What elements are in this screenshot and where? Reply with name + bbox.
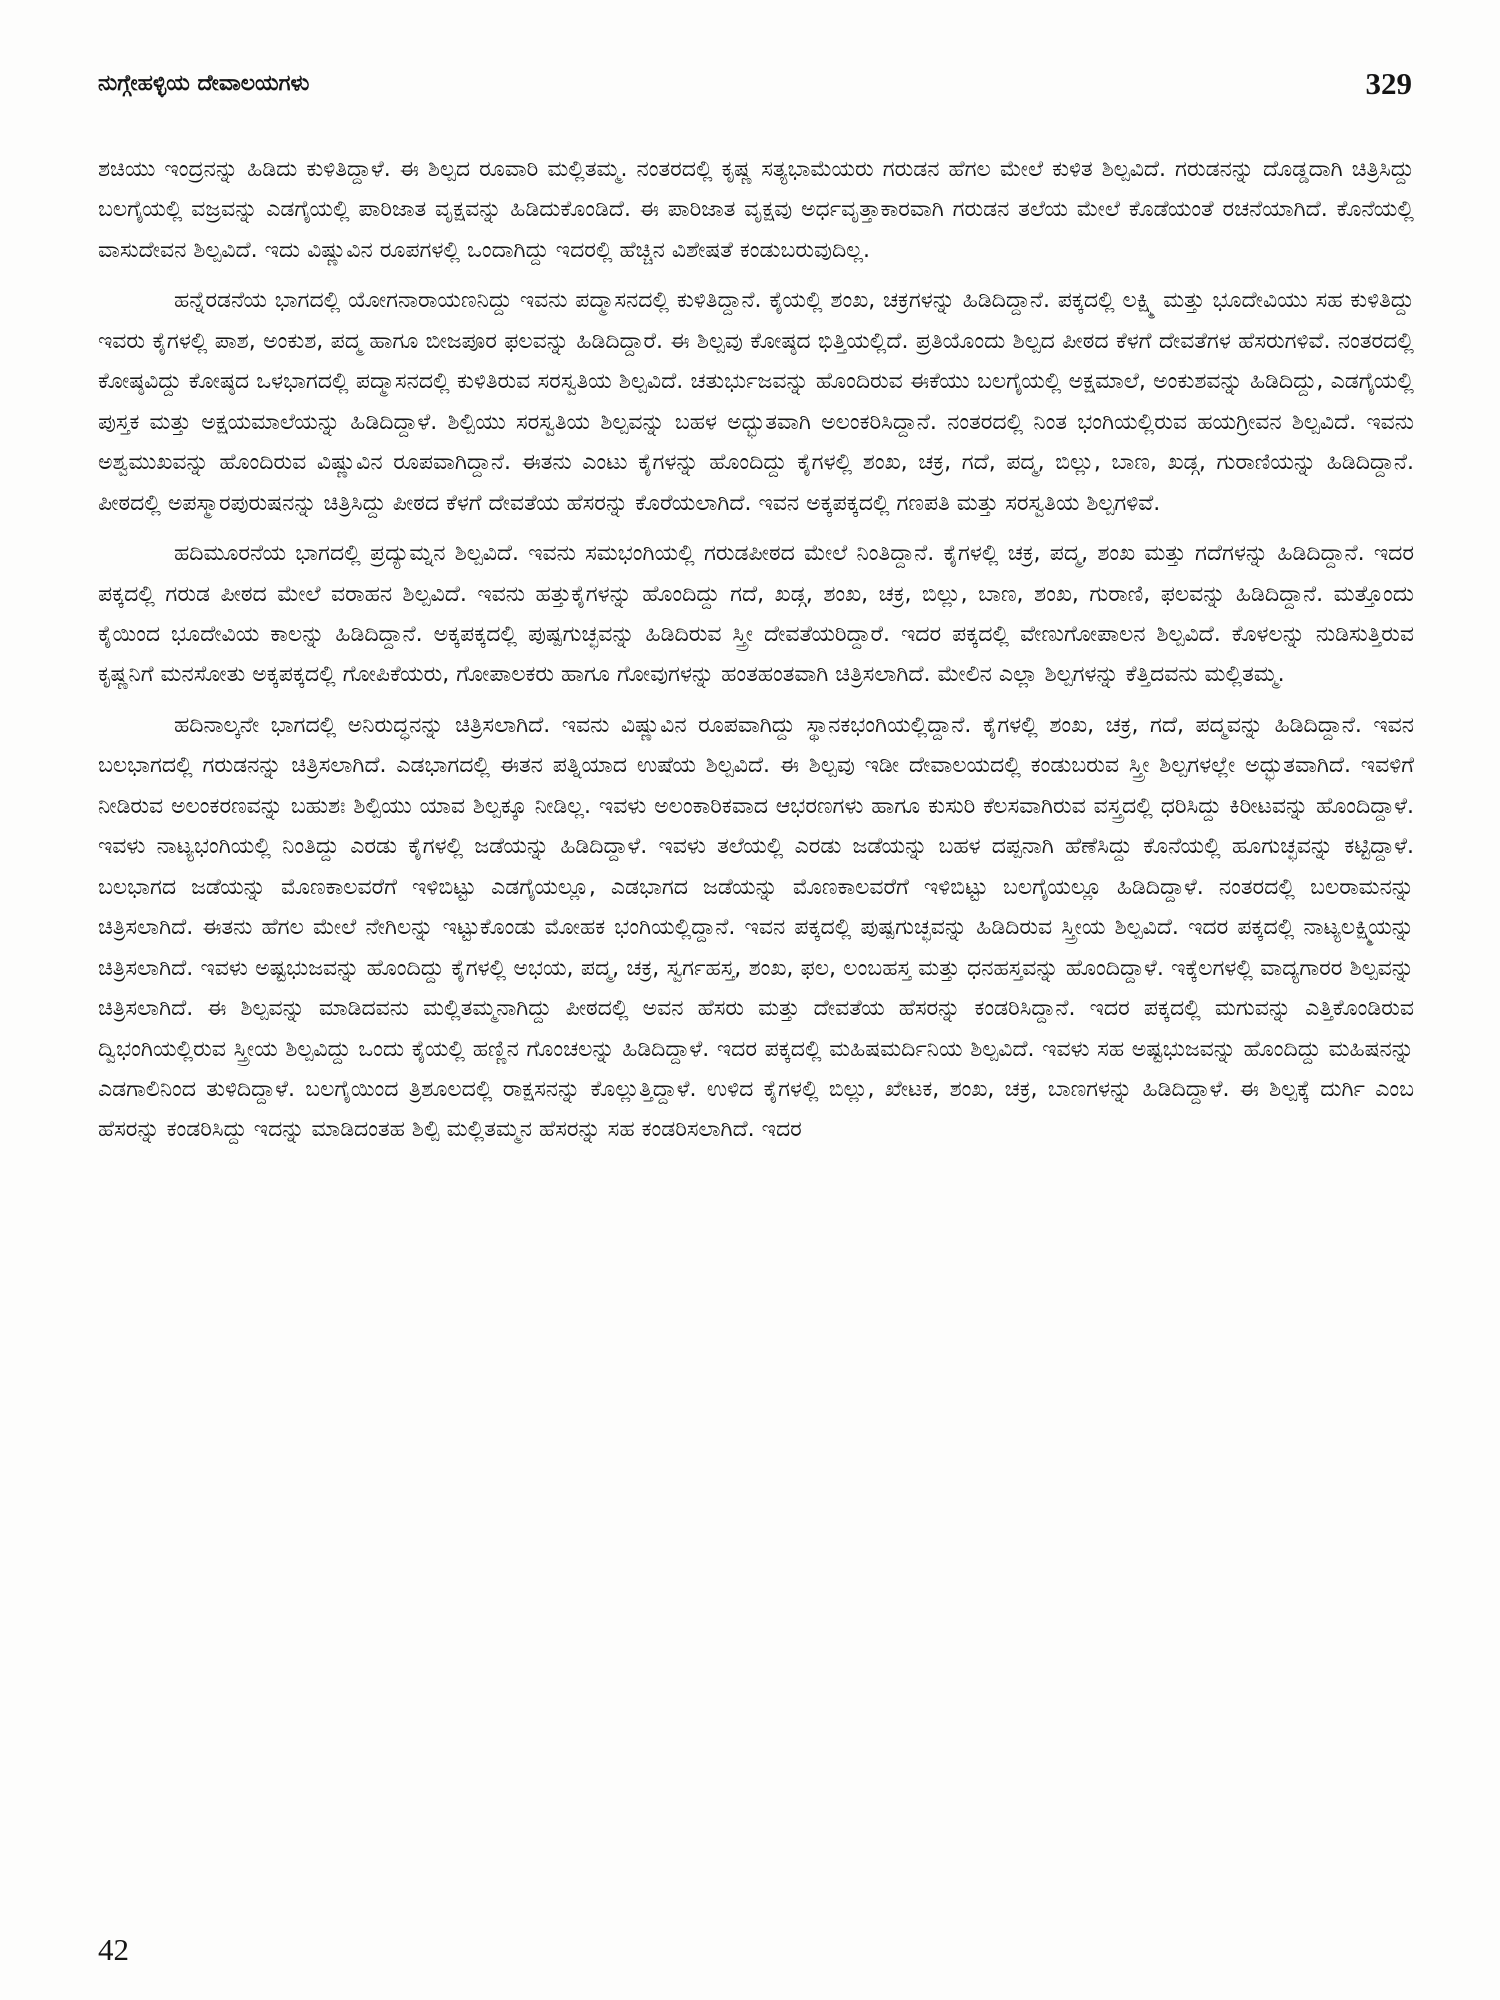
- paragraph-1: ಶಚಿಯು ಇಂದ್ರನನ್ನು ಹಿಡಿದು ಕುಳಿತಿದ್ದಾಳೆ. ಈ ಶಿಲ್ಪದ ರೂವಾರಿ ಮಲ್ಲಿತಮ್ಮ. ನಂತರದಲ್ಲಿ ಕೃಷ್ಣ ಸತ್ಯಭಾಮೆಯರು ಗರುಡನ ಹೆಗಲ ಮೇಲೆ ಕುಳಿತ ಶಿಲ್ಪವಿದೆ. ಗರುಡನನ್ನು ದೊಡ್ಡದಾಗಿ ಚಿತ್ರಿಸಿದ್ದು ಬಲಗೈಯಲ್ಲಿ ವಜ್ರವನ್ನು ಎಡಗೈಯಲ್ಲಿ ಪಾರಿಜಾತ ವೃಕ್ಷವನ್ನು ಹಿಡಿದುಕೊಂಡಿದೆ. ಈ ಪಾರಿಜಾತ ವೃಕ್ಷವು ಅರ್ಧವೃತ್ತಾಕಾರವಾಗಿ ಗರುಡನ ತಲೆಯ ಮೇಲೆ ಕೊಡೆಯಂತೆ ರಚನೆಯಾಗಿದೆ. ಕೊನೆಯಲ್ಲಿ ವಾಸುದೇವನ ಶಿಲ್ಪವಿದೆ. ಇದು ವಿಷ್ಣುವಿನ ರೂಪಗಳಲ್ಲಿ ಒಂದಾಗಿದ್ದು ಇದರಲ್ಲಿ ಹೆಚ್ಚಿನ ವಿಶೇಷತೆ ಕಂಡುಬರುವುದಿಲ್ಲ.: [98, 157, 1414, 263]
- paragraph-2: ಹನ್ನೆರಡನೆಯ ಭಾಗದಲ್ಲಿ ಯೋಗನಾರಾಯಣನಿದ್ದು ಇವನು ಪದ್ಮಾಸನದಲ್ಲಿ ಕುಳಿತಿದ್ದಾನೆ. ಕೈಯಲ್ಲಿ ಶಂಖ, ಚಕ್ರಗಳನ್ನು ಹಿಡಿದಿದ್ದಾನೆ. ಪಕ್ಕದಲ್ಲಿ ಲಕ್ಷ್ಮಿ ಮತ್ತು ಭೂದೇವಿಯು ಸಹ ಕುಳಿತಿದ್ದು ಇವರು ಕೈಗಳಲ್ಲಿ ಪಾಶ, ಅಂಕುಶ, ಪದ್ಮ ಹಾಗೂ ಬೀಜಪೂರ ಫಲವನ್ನು ಹಿಡಿದಿದ್ದಾರೆ. ಈ ಶಿಲ್ಪವು ಕೋಷ್ಠದ ಭಿತ್ತಿಯಲ್ಲಿದೆ. ಪ್ರತಿಯೊಂದು ಶಿಲ್ಪದ ಪೀಠದ ಕೆಳಗೆ ದೇವತೆಗಳ ಹೆಸರುಗಳಿವೆ. ನಂತರದಲ್ಲಿ ಕೋಷ್ಠವಿದ್ದು ಕೋಷ್ಠದ ಒಳಭಾಗದಲ್ಲಿ ಪದ್ಮಾಸನದಲ್ಲಿ ಕುಳಿತಿರುವ ಸರಸ್ವತಿಯ ಶಿಲ್ಪವಿದೆ. ಚತುರ್ಭುಜವನ್ನು ಹೊಂದಿರುವ ಈಕೆಯು ಬಲಗೈಯಲ್ಲಿ ಅಕ್ಷಮಾಲೆ, ಅಂಕುಶವನ್ನು ಹಿಡಿದಿದ್ದು, ಎಡಗೈಯಲ್ಲಿ ಪುಸ್ತಕ ಮತ್ತು ಅಕ್ಷಯಮಾಲೆಯನ್ನು ಹಿಡಿದಿದ್ದಾಳೆ. ಶಿಲ್ಪಿಯು ಸರಸ್ವತಿಯ ಶಿಲ್ಪವನ್ನು ಬಹಳ ಅದ್ಭುತವಾಗಿ ಅಲಂಕರಿಸಿದ್ದಾನೆ. ನಂತರದಲ್ಲಿ ನಿಂತ ಭಂಗಿಯಲ್ಲಿರುವ ಹಯಗ್ರೀವನ ಶಿಲ್ಪವಿದೆ. ಇವನು ಅಶ್ವಮುಖವನ್ನು ಹೊಂದಿರುವ ವಿಷ್ಣುವಿನ ರೂಪವಾಗಿದ್ದಾನೆ. ಈತನು ಎಂಟು ಕೈಗಳನ್ನು ಹೊಂದಿದ್ದು ಕೈಗಳಲ್ಲಿ ಶಂಖ, ಚಕ್ರ, ಗದೆ, ಪದ್ಮ, ಬಿಲ್ಲು, ಬಾಣ, ಖಡ್ಗ, ಗುರಾಣಿಯನ್ನು ಹಿಡಿದಿದ್ದಾನೆ. ಪೀಠದಲ್ಲಿ ಅಪಸ್ಮಾರಪುರುಷನನ್ನು ಚಿತ್ರಿಸಿದ್ದು ಪೀಠದ ಕೆಳಗೆ ದೇವತೆಯ ಹೆಸರನ್ನು ಕೊರೆಯಲಾಗಿದೆ. ಇವನ ಅಕ್ಕಪಕ್ಕದಲ್ಲಿ ಗಣಪತಿ ಮತ್ತು ಸರಸ್ವತಿಯ ಶಿಲ್ಪಗಳಿವೆ.: [98, 288, 1414, 516]
- body-text: [98, 150, 1414, 1161]
- page-header: [98, 68, 1412, 108]
- paragraph-3: ಹದಿಮೂರನೆಯ ಭಾಗದಲ್ಲಿ ಪ್ರದ್ಯುಮ್ನನ ಶಿಲ್ಪವಿದೆ. ಇವನು ಸಮಭಂಗಿಯಲ್ಲಿ ಗರುಡಪೀಠದ ಮೇಲೆ ನಿಂತಿದ್ದಾನೆ. ಕೈಗಳಲ್ಲಿ ಚಕ್ರ, ಪದ್ಮ, ಶಂಖ ಮತ್ತು ಗದೆಗಳನ್ನು ಹಿಡಿದಿದ್ದಾನೆ. ಇದರ ಪಕ್ಕದಲ್ಲಿ ಗರುಡ ಪೀಠದ ಮೇಲೆ ವರಾಹನ ಶಿಲ್ಪವಿದೆ. ಇವನು ಹತ್ತುಕೈಗಳನ್ನು ಹೊಂದಿದ್ದು ಗದೆ, ಖಡ್ಗ, ಶಂಖ, ಚಕ್ರ, ಬಿಲ್ಲು, ಬಾಣ, ಶಂಖ, ಗುರಾಣಿ, ಫಲವನ್ನು ಹಿಡಿದಿದ್ದಾನೆ. ಮತ್ತೊಂದು ಕೈಯಿಂದ ಭೂದೇವಿಯ ಕಾಲನ್ನು ಹಿಡಿದಿದ್ದಾನೆ. ಅಕ್ಕಪಕ್ಕದಲ್ಲಿ ಪುಷ್ಪಗುಚ್ಛವನ್ನು ಹಿಡಿದಿರುವ ಸ್ತ್ರೀ ದೇವತೆಯರಿದ್ದಾರೆ. ಇದರ ಪಕ್ಕದಲ್ಲಿ ವೇಣುಗೋಪಾಲನ ಶಿಲ್ಪವಿದೆ. ಕೊಳಲನ್ನು ನುಡಿಸುತ್ತಿರುವ ಕೃಷ್ಣನಿಗೆ ಮನಸೋತು ಅಕ್ಕಪಕ್ಕದಲ್ಲಿ ಗೋಪಿಕೆಯರು, ಗೋಪಾಲಕರು ಹಾಗೂ ಗೋವುಗಳನ್ನು ಹಂತಹಂತವಾಗಿ ಚಿತ್ರಿಸಲಾಗಿದೆ. ಮೇಲಿನ ಎಲ್ಲಾ ಶಿಲ್ಪಗಳನ್ನು ಕೆತ್ತಿದವನು ಮಲ್ಲಿತಮ್ಮ.: [98, 541, 1414, 688]
- running-title: ನುಗ್ಗೇಹಳ್ಳಿಯ ದೇವಾಲಯಗಳು: [98, 71, 310, 96]
- paragraph-4: ಹದಿನಾಲ್ಕನೇ ಭಾಗದಲ್ಲಿ ಅನಿರುದ್ಧನನ್ನು ಚಿತ್ರಿಸಲಾಗಿದೆ. ಇವನು ವಿಷ್ಣುವಿನ ರೂಪವಾಗಿದ್ದು ಸ್ಥಾನಕಭಂಗಿಯಲ್ಲಿದ್ದಾನೆ. ಕೈಗಳಲ್ಲಿ ಶಂಖ, ಚಕ್ರ, ಗದೆ, ಪದ್ಮವನ್ನು ಹಿಡಿದಿದ್ದಾನೆ. ಇವನ ಬಲಭಾಗದಲ್ಲಿ ಗರುಡನನ್ನು ಚಿತ್ರಿಸಲಾಗಿದೆ. ಎಡಭಾಗದಲ್ಲಿ ಈತನ ಪತ್ನಿಯಾದ ಉಷೆಯ ಶಿಲ್ಪವಿದೆ. ಈ ಶಿಲ್ಪವು ಇಡೀ ದೇವಾಲಯದಲ್ಲಿ ಕಂಡುಬರುವ ಸ್ತ್ರೀ ಶಿಲ್ಪಗಳಲ್ಲೇ ಅದ್ಭುತವಾಗಿದೆ. ಇವಳಿಗೆ ನೀಡಿರುವ ಅಲಂಕರಣವನ್ನು ಬಹುಶಃ ಶಿಲ್ಪಿಯು ಯಾವ ಶಿಲ್ಪಕ್ಕೂ ನೀಡಿಲ್ಲ. ಇವಳು ಅಲಂಕಾರಿಕವಾದ ಆಭರಣಗಳು ಹಾಗೂ ಕುಸುರಿ ಕೆಲಸವಾಗಿರುವ ವಸ್ತ್ರದಲ್ಲಿ ಧರಿಸಿದ್ದು ಕಿರೀಟವನ್ನು ಹೊಂದಿದ್ದಾಳೆ. ಇವಳು ನಾಟ್ಯಭಂಗಿಯಲ್ಲಿ ನಿಂತಿದ್ದು ಎರಡು ಕೈಗಳಲ್ಲಿ ಜಡೆಯನ್ನು ಹಿಡಿದಿದ್ದಾಳೆ. ಇವಳು ತಲೆಯಲ್ಲಿ ಎರಡು ಜಡೆಯನ್ನು ಬಹಳ ದಪ್ಪನಾಗಿ ಹೆಣೆಸಿದ್ದು ಕೊನೆಯಲ್ಲಿ ಹೂಗುಚ್ಛವನ್ನು ಕಟ್ಟಿದ್ದಾಳೆ. ಬಲಭಾಗದ ಜಡೆಯನ್ನು ಮೊಣಕಾಲವರೆಗೆ ಇಳಿಬಿಟ್ಟು ಎಡಗೈಯಲ್ಲೂ, ಎಡಭಾಗದ ಜಡೆಯನ್ನು ಮೊಣಕಾಲವರೆಗೆ ಇಳಿಬಿಟ್ಟು ಬಲಗೈಯಲ್ಲೂ ಹಿಡಿದಿದ್ದಾಳೆ. ನಂತರದಲ್ಲಿ ಬಲರಾಮನನ್ನು ಚಿತ್ರಿಸಲಾಗಿದೆ. ಈತನು ಹೆಗಲ ಮೇಲೆ ನೇಗಿಲನ್ನು ಇಟ್ಟುಕೊಂಡು ಮೋಹಕ ಭಂಗಿಯಲ್ಲಿದ್ದಾನೆ. ಇವನ ಪಕ್ಕದಲ್ಲಿ ಪುಷ್ಪಗುಚ್ಛವನ್ನು ಹಿಡಿದಿರುವ ಸ್ತ್ರೀಯ ಶಿಲ್ಪವಿದೆ. ಇದರ ಪಕ್ಕದಲ್ಲಿ ನಾಟ್ಯಲಕ್ಷ್ಮಿಯನ್ನು ಚಿತ್ರಿಸಲಾಗಿದೆ. ಇವಳು ಅಷ್ಟಭುಜವನ್ನು ಹೊಂದಿದ್ದು ಕೈಗಳಲ್ಲಿ ಅಭಯ, ಪದ್ಮ, ಚಕ್ರ, ಸ್ವರ್ಗಹಸ್ತ, ಶಂಖ, ಫಲ, ಲಂಬಹಸ್ತ ಮತ್ತು ಧನಹಸ್ತವನ್ನು ಹೊಂದಿದ್ದಾಳೆ. ಇಕ್ಕೆಲಗಳಲ್ಲಿ ವಾದ್ಯಗಾರರ ಶಿಲ್ಪವನ್ನು ಚಿತ್ರಿಸಲಾಗಿದೆ. ಈ ಶಿಲ್ಪವನ್ನು ಮಾಡಿದವನು ಮಲ್ಲಿತಮ್ಮನಾಗಿದ್ದು ಪೀಠದಲ್ಲಿ ಅವನ ಹೆಸರು ಮತ್ತು ದೇವತೆಯ ಹೆಸರನ್ನು ಕಂಡರಿಸಿದ್ದಾನೆ. ಇದರ ಪಕ್ಕದಲ್ಲಿ ಮಗುವನ್ನು ಎತ್ತಿಕೊಂಡಿರುವ ದ್ವಿಭಂಗಿಯಲ್ಲಿರುವ ಸ್ತ್ರೀಯ ಶಿಲ್ಪವಿದ್ದು ಒಂದು ಕೈಯಲ್ಲಿ ಹಣ್ಣಿನ ಗೊಂಚಲನ್ನು ಹಿಡಿದಿದ್ದಾಳೆ. ಇದರ ಪಕ್ಕದಲ್ಲಿ ಮಹಿಷಮರ್ದಿನಿಯ ಶಿಲ್ಪವಿದೆ. ಇವಳು ಸಹ ಅಷ್ಟಭುಜವನ್ನು ಹೊಂದಿದ್ದು ಮಹಿಷನನ್ನು ಎಡಗಾಲಿನಿಂದ ತುಳಿದಿದ್ದಾಳೆ. ಬಲಗೈಯಿಂದ ತ್ರಿಶೂಲದಲ್ಲಿ ರಾಕ್ಷಸನನ್ನು ಕೊಲ್ಲುತ್ತಿದ್ದಾಳೆ. ಉಳಿದ ಕೈಗಳಲ್ಲಿ ಬಿಲ್ಲು, ಖೇಟಕ, ಶಂಖ, ಚಕ್ರ, ಬಾಣಗಳನ್ನು ಹಿಡಿದಿದ್ದಾಳೆ. ಈ ಶಿಲ್ಪಕ್ಕೆ ದುರ್ಗಿ ಎಂಬ ಹೆಸರನ್ನು ಕಂಡರಿಸಿದ್ದು ಇದನ್ನು ಮಾಡಿದಂತಹ ಶಿಲ್ಪಿ ಮಲ್ಲಿತಮ್ಮನ ಹೆಸರನ್ನು ಸಹ ಕಂಡರಿಸಲಾಗಿದೆ. ಇದರ: [98, 712, 1414, 1143]
- folio-number: 42: [98, 1932, 129, 1967]
- page-number: 329: [1365, 66, 1412, 101]
